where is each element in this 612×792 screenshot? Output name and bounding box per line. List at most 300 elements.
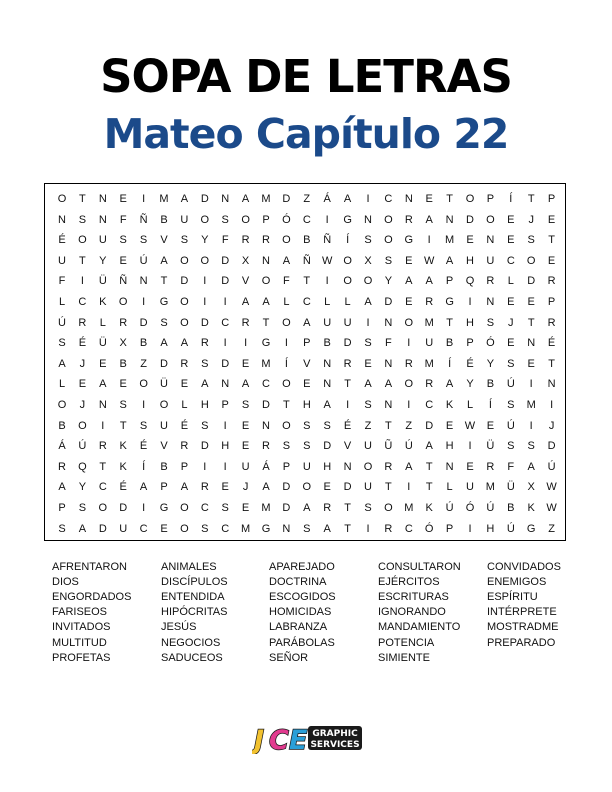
- grid-letter: D: [384, 296, 393, 308]
- word-list-item: ANIMALES: [161, 561, 217, 573]
- grid-letter: A: [241, 193, 250, 205]
- grid-letter: S: [58, 337, 66, 350]
- grid-letter: L: [99, 316, 106, 329]
- word-list-item: AFRENTARON: [52, 561, 127, 573]
- grid-letter: Ũ: [384, 440, 393, 453]
- word-list-item: HIPÓCRITAS: [161, 606, 228, 619]
- grid-letter: Ñ: [139, 213, 148, 226]
- grid-letter: A: [323, 399, 331, 411]
- grid-letter: O: [200, 254, 210, 267]
- grid-letter: R: [262, 440, 270, 453]
- logo-letter-j: J: [254, 725, 265, 754]
- grid-letter: Ü: [486, 440, 495, 453]
- logo-text-graphic: GRAPHIC: [312, 729, 358, 739]
- grid-letter: G: [159, 502, 169, 514]
- grid-letter: B: [58, 419, 66, 432]
- grid-letter: U: [364, 440, 372, 453]
- word-list-item: PREPARADO: [487, 636, 556, 649]
- word-list-item: ENTENDIDA: [161, 591, 225, 604]
- grid-letter: S: [527, 440, 535, 453]
- grid-letter: A: [282, 254, 291, 267]
- grid-letter: U: [486, 254, 495, 267]
- grid-letter: O: [384, 213, 393, 226]
- grid-letter: W: [546, 502, 557, 514]
- grid-letter: Ú: [506, 522, 515, 535]
- grid-letter: E: [507, 337, 515, 350]
- grid-letter: W: [546, 481, 557, 494]
- grid-letter: J: [528, 213, 534, 226]
- grid-letter: É: [343, 419, 352, 432]
- grid-letter: I: [223, 460, 227, 473]
- grid-letter: A: [364, 296, 372, 308]
- grid-letter: P: [262, 213, 270, 226]
- grid-letter: P: [58, 502, 66, 514]
- grid-letter: R: [547, 316, 556, 329]
- grid-letter: S: [201, 357, 209, 370]
- grid-letter: A: [160, 337, 168, 350]
- grid-letter: M: [526, 399, 536, 411]
- grid-letter: S: [221, 213, 229, 226]
- grid-letter: T: [160, 275, 168, 288]
- grid-letter: S: [282, 440, 291, 453]
- grid-letter: R: [323, 502, 332, 514]
- grid-letter: S: [78, 502, 87, 514]
- grid-letter: I: [407, 337, 411, 350]
- grid-letter: J: [79, 399, 86, 411]
- grid-letter: Ü: [98, 337, 107, 350]
- grid-letter: A: [425, 440, 433, 453]
- grid-letter: L: [283, 296, 290, 308]
- grid-letter: E: [507, 296, 515, 308]
- word-list-item: HOMICIDAS: [269, 606, 332, 619]
- grid-letter: B: [119, 357, 127, 370]
- grid-letter: A: [303, 502, 311, 514]
- logo-text-services: SERVICES: [310, 740, 360, 750]
- grid-letter: C: [302, 213, 311, 226]
- grid-letter: K: [445, 399, 454, 411]
- grid-letter: T: [283, 399, 290, 411]
- grid-letter: H: [466, 316, 474, 329]
- grid-letter: S: [241, 399, 250, 411]
- grid-letter: Y: [486, 357, 495, 370]
- grid-letter: A: [160, 254, 168, 267]
- grid-letter: N: [486, 234, 495, 247]
- grid-letter: I: [223, 337, 227, 350]
- grid-letter: K: [527, 502, 535, 514]
- grid-letter: C: [78, 296, 87, 308]
- grid-letter: S: [384, 254, 393, 267]
- letter-grid: [44, 183, 566, 541]
- grid-letter: I: [366, 316, 370, 329]
- grid-letter: E: [99, 357, 107, 370]
- grid-letter: D: [343, 481, 352, 494]
- grid-letter: Ú: [139, 254, 148, 267]
- grid-letter: C: [98, 481, 107, 494]
- grid-letter: R: [384, 460, 393, 473]
- grid-letter: D: [425, 419, 434, 432]
- grid-letter: O: [78, 234, 87, 247]
- grid-letter: O: [57, 193, 67, 205]
- grid-letter: A: [445, 254, 454, 267]
- grid-letter: C: [302, 296, 311, 308]
- word-list-item: MANDAMIENTO: [378, 621, 461, 634]
- grid-letter: O: [159, 399, 169, 411]
- grid-letter: E: [405, 254, 413, 267]
- grid-letter: U: [160, 419, 168, 432]
- grid-letter: H: [221, 440, 230, 453]
- grid-letter: C: [506, 254, 515, 267]
- grid-letter: N: [384, 316, 393, 329]
- grid-letter: R: [98, 440, 107, 453]
- grid-letter: V: [241, 275, 250, 288]
- grid-letter: N: [262, 254, 270, 267]
- grid-letter: A: [323, 522, 331, 535]
- word-list-item: INTÉRPRETE: [487, 606, 557, 619]
- grid-letter: M: [404, 502, 414, 514]
- grid-letter: D: [139, 316, 148, 329]
- grid-letter: N: [98, 193, 107, 205]
- grid-letter: F: [221, 234, 229, 247]
- grid-letter: S: [119, 234, 127, 247]
- grid-letter: B: [507, 502, 515, 514]
- grid-letter: A: [384, 378, 393, 391]
- grid-letter: Ó: [486, 337, 495, 350]
- grid-letter: X: [364, 254, 372, 267]
- grid-letter: A: [405, 275, 413, 288]
- grid-letter: U: [180, 213, 189, 226]
- grid-letter: R: [486, 460, 495, 473]
- grid-letter: F: [283, 275, 290, 288]
- grid-letter: R: [200, 481, 209, 494]
- grid-letter: D: [282, 481, 291, 494]
- grid-letter: Ü: [98, 275, 107, 288]
- grid-letter: I: [468, 296, 472, 308]
- grid-letter: V: [160, 440, 168, 453]
- grid-letter: P: [445, 275, 454, 288]
- grid-letter: R: [241, 234, 250, 247]
- grid-letter: S: [201, 522, 209, 535]
- grid-letter: O: [343, 254, 352, 267]
- grid-letter: K: [425, 502, 433, 514]
- grid-letter: N: [323, 357, 332, 370]
- grid-letter: S: [527, 234, 535, 247]
- grid-letter: L: [324, 296, 331, 308]
- grid-letter: O: [180, 522, 189, 535]
- grid-letter: S: [78, 213, 87, 226]
- grid-letter: D: [98, 522, 107, 535]
- grid-letter: G: [159, 296, 169, 308]
- grid-letter: T: [385, 481, 392, 494]
- word-list-item: IGNORANDO: [378, 606, 446, 619]
- grid-letter: I: [101, 419, 105, 432]
- grid-letter: S: [303, 419, 311, 432]
- grid-letter: W: [423, 254, 435, 267]
- grid-letter: I: [325, 275, 329, 288]
- word-list-item: SIMIENTE: [378, 651, 430, 664]
- grid-letter: L: [58, 378, 66, 391]
- grid-letter: A: [527, 460, 535, 473]
- grid-letter: C: [221, 316, 230, 329]
- grid-letter: E: [119, 193, 127, 205]
- grid-letter: O: [282, 419, 291, 432]
- grid-letter: O: [57, 399, 67, 411]
- grid-letter: M: [424, 357, 434, 370]
- grid-letter: O: [241, 213, 250, 226]
- grid-letter: I: [142, 502, 146, 514]
- grid-letter: R: [241, 316, 250, 329]
- grid-letter: S: [364, 337, 372, 350]
- grid-letter: Y: [201, 234, 209, 247]
- word-list-item: ESCRITURAS: [378, 591, 449, 604]
- grid-letter: T: [527, 193, 535, 205]
- grid-letter: F: [385, 337, 392, 350]
- grid-letter: É: [119, 481, 127, 494]
- grid-letter: É: [78, 337, 87, 350]
- grid-letter: O: [384, 234, 393, 247]
- grid-letter: A: [58, 481, 66, 494]
- grid-letter: L: [344, 296, 351, 308]
- word-list-item: MULTITUD: [52, 636, 107, 649]
- grid-letter: S: [139, 234, 148, 247]
- grid-letter: O: [384, 502, 393, 514]
- page-title: SOPA DE LETRAS: [100, 50, 512, 103]
- grid-letter: I: [468, 522, 472, 535]
- grid-letter: Ú: [506, 419, 515, 432]
- grid-letter: D: [200, 316, 209, 329]
- grid-letter: C: [404, 522, 413, 535]
- grid-letter: V: [343, 440, 352, 453]
- grid-letter: R: [384, 522, 393, 535]
- grid-letter: T: [344, 378, 351, 391]
- grid-letter: I: [244, 337, 248, 350]
- grid-letter: Í: [448, 357, 452, 370]
- grid-letter: R: [425, 296, 434, 308]
- grid-letter: Y: [99, 254, 107, 267]
- grid-letter: A: [180, 193, 189, 205]
- grid-letter: I: [223, 296, 227, 308]
- grid-letter: O: [261, 275, 271, 288]
- grid-letter: Q: [465, 275, 475, 288]
- grid-letter: E: [445, 419, 454, 432]
- grid-letter: T: [79, 254, 86, 267]
- grid-letter: E: [241, 357, 250, 370]
- grid-letter: I: [346, 399, 350, 411]
- word-list-item: ENGORDADOS: [52, 591, 132, 604]
- grid-letter: O: [486, 213, 495, 226]
- grid-letter: U: [119, 522, 128, 535]
- word-list-item: FARISEOS: [52, 606, 108, 619]
- grid-letter: Ú: [506, 378, 515, 391]
- grid-letter: H: [466, 254, 474, 267]
- grid-letter: O: [180, 502, 189, 514]
- word-list-item: SADUCEOS: [161, 651, 223, 664]
- word-list: [52, 560, 592, 670]
- word-list-item: PROFETAS: [52, 651, 111, 664]
- grid-letter: O: [363, 275, 373, 288]
- grid-letter: D: [466, 213, 474, 226]
- grid-letter: E: [466, 234, 474, 247]
- grid-letter: E: [323, 481, 331, 494]
- grid-letter: X: [119, 337, 127, 350]
- grid-letter: L: [466, 399, 474, 411]
- grid-letter: E: [221, 481, 229, 494]
- grid-letter: R: [404, 357, 413, 370]
- grid-letter: O: [282, 378, 291, 391]
- grid-letter: S: [486, 316, 495, 329]
- grid-letter: A: [405, 460, 413, 473]
- grid-letter: U: [241, 460, 250, 473]
- word-list-item: JESÚS: [161, 621, 197, 634]
- grid-letter: A: [343, 193, 352, 205]
- grid-letter: O: [78, 419, 87, 432]
- grid-letter: W: [464, 419, 476, 432]
- grid-letter: E: [507, 213, 515, 226]
- grid-letter: E: [547, 254, 556, 267]
- grid-letter: T: [119, 419, 127, 432]
- grid-letter: N: [323, 378, 332, 391]
- grid-letter: H: [200, 399, 209, 411]
- grid-letter: É: [547, 337, 556, 350]
- grid-letter: C: [200, 502, 209, 514]
- grid-letter: T: [344, 502, 351, 514]
- grid-letter: Ó: [424, 522, 434, 535]
- grid-letter: I: [407, 481, 411, 494]
- grid-letter: N: [527, 337, 536, 350]
- grid-letter: S: [180, 234, 189, 247]
- grid-letter: I: [550, 399, 554, 411]
- grid-letter: G: [445, 296, 454, 308]
- grid-letter: E: [241, 419, 250, 432]
- grid-letter: N: [58, 213, 66, 226]
- grid-letter: A: [241, 296, 250, 308]
- grid-letter: E: [180, 378, 189, 391]
- grid-letter: O: [343, 275, 352, 288]
- grid-letter: R: [180, 357, 189, 370]
- grid-letter: E: [241, 502, 250, 514]
- grid-letter: Ú: [404, 440, 413, 453]
- grid-letter: N: [486, 296, 495, 308]
- grid-letter: D: [221, 357, 230, 370]
- logo-letter-c: C: [269, 725, 289, 754]
- grid-letter: U: [302, 460, 311, 473]
- grid-letter: Ü: [506, 481, 515, 494]
- grid-letter: T: [262, 316, 270, 329]
- grid-letter: I: [203, 275, 207, 288]
- grid-letter: D: [180, 275, 189, 288]
- grid-letter: V: [160, 234, 168, 247]
- grid-letter: Q: [78, 460, 87, 473]
- grid-letter: P: [547, 296, 556, 308]
- grid-letter: E: [241, 440, 250, 453]
- grid-letter: N: [98, 399, 107, 411]
- grid-letter: U: [364, 481, 372, 494]
- grid-letter: D: [221, 275, 230, 288]
- grid-letter: P: [282, 460, 291, 473]
- word-list-item: DIOS: [52, 576, 79, 589]
- grid-letter: P: [180, 460, 189, 473]
- grid-letter: D: [262, 399, 270, 411]
- grid-letter: I: [407, 399, 411, 411]
- grid-letter: H: [486, 522, 495, 535]
- grid-letter: I: [203, 460, 207, 473]
- grid-letter: R: [58, 460, 66, 473]
- grid-letter: M: [261, 502, 271, 514]
- word-list-item: DOCTRINA: [269, 576, 327, 589]
- grid-letter: I: [142, 399, 146, 411]
- grid-letter: O: [118, 296, 128, 308]
- grid-letter: D: [282, 502, 291, 514]
- grid-letter: S: [364, 399, 372, 411]
- grid-letter: A: [58, 357, 66, 370]
- grid-letter: B: [160, 213, 168, 226]
- word-list-item: PARÁBOLAS: [269, 636, 335, 649]
- grid-letter: L: [58, 296, 66, 308]
- word-list-item: ESPÍRITU: [487, 591, 538, 604]
- grid-letter: Í: [488, 399, 492, 411]
- word-list-item: LABRANZA: [269, 621, 328, 634]
- grid-letter: Ü: [160, 378, 168, 391]
- grid-letter: A: [201, 378, 209, 391]
- grid-letter: E: [405, 296, 413, 308]
- grid-letter: F: [119, 213, 127, 226]
- grid-letter: Ú: [78, 440, 87, 453]
- grid-letter: L: [507, 275, 514, 288]
- grid-letter: A: [262, 296, 270, 308]
- grid-letter: A: [445, 378, 454, 391]
- grid-letter: E: [303, 378, 311, 391]
- grid-letter: J: [79, 357, 86, 370]
- grid-letter: G: [261, 337, 271, 350]
- word-list-item: EJÉRCITOS: [378, 576, 440, 589]
- grid-letter: Ñ: [119, 275, 128, 288]
- grid-letter: Z: [303, 193, 311, 205]
- grid-letter: K: [99, 296, 107, 308]
- grid-letter: I: [142, 193, 146, 205]
- grid-letter: G: [261, 522, 271, 535]
- grid-letter: D: [323, 440, 332, 453]
- grid-letter: E: [527, 296, 535, 308]
- grid-letter: N: [364, 213, 372, 226]
- grid-letter: O: [302, 481, 312, 494]
- grid-letter: G: [404, 234, 414, 247]
- grid-letter: A: [180, 337, 189, 350]
- grid-letter: X: [241, 254, 250, 267]
- grid-letter: N: [221, 193, 230, 205]
- grid-letter: U: [466, 481, 474, 494]
- grid-letter: A: [262, 481, 270, 494]
- grid-letter: E: [364, 357, 372, 370]
- grid-letter: B: [486, 378, 495, 391]
- grid-letter: D: [282, 193, 291, 205]
- grid-letter: O: [465, 193, 475, 205]
- grid-letter: N: [282, 522, 291, 535]
- grid-letter: A: [425, 213, 433, 226]
- grid-letter: O: [282, 316, 291, 329]
- grid-letter: J: [242, 481, 249, 494]
- grid-letter: A: [364, 378, 372, 391]
- grid-letter: N: [384, 399, 393, 411]
- grid-letter: P: [547, 193, 556, 205]
- grid-letter: T: [385, 419, 392, 432]
- grid-letter: I: [223, 419, 227, 432]
- grid-letter: S: [507, 440, 515, 453]
- grid-letter: D: [119, 502, 128, 514]
- grid-letter: M: [261, 193, 271, 205]
- grid-letter: Ó: [282, 213, 291, 226]
- grid-letter: R: [404, 213, 413, 226]
- grid-letter: I: [366, 193, 370, 205]
- grid-letter: P: [486, 193, 495, 205]
